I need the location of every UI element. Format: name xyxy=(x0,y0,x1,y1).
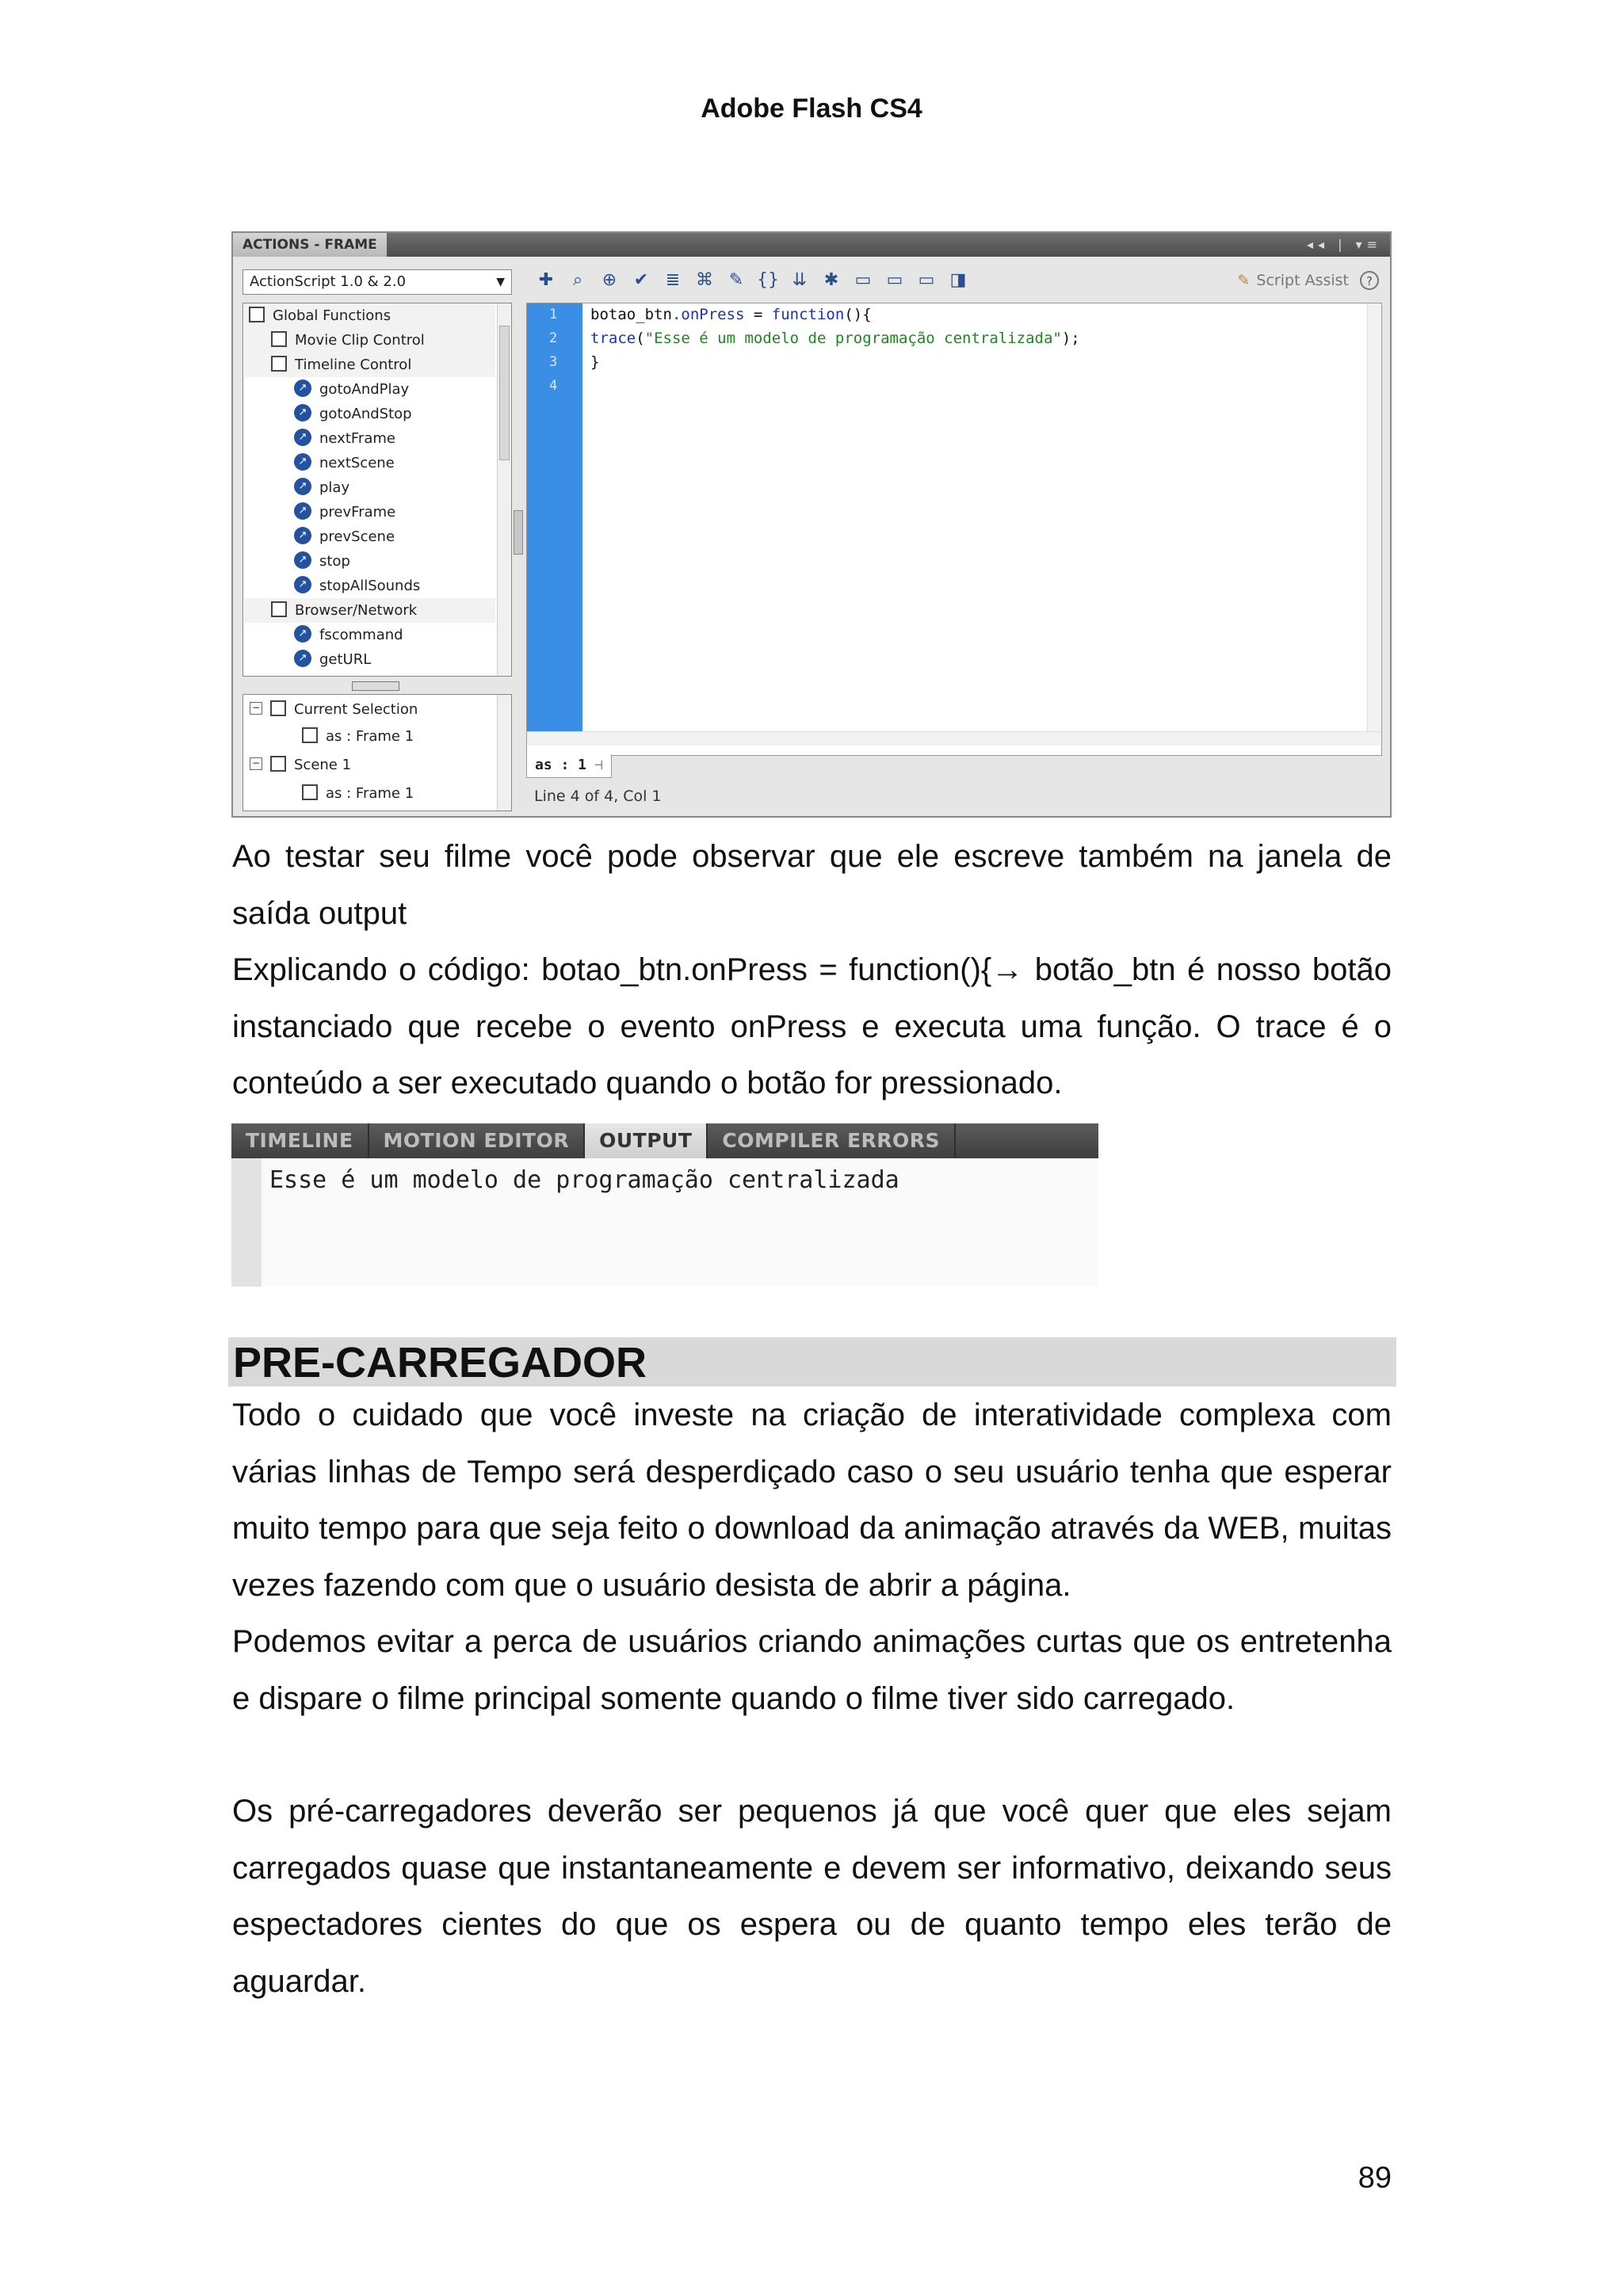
chevron-down-icon: ▼ xyxy=(496,276,505,288)
tree-item-gotoandstop[interactable] xyxy=(294,402,412,426)
tree-item-label: gotoAndPlay xyxy=(319,381,410,398)
tree-item-global-functions[interactable] xyxy=(244,303,495,328)
tree-item-nextframe[interactable] xyxy=(294,426,395,451)
function-icon: ↗ xyxy=(294,502,311,520)
tree-item-gotoandplay[interactable] xyxy=(294,377,409,402)
scrollbar-thumb[interactable] xyxy=(499,326,510,460)
tree-item-label: prevScene xyxy=(319,528,395,545)
apply-line-comment-icon[interactable]: ▭ xyxy=(886,270,903,290)
frame-icon xyxy=(302,784,318,800)
function-icon: ↗ xyxy=(294,527,311,544)
paragraph-preloader-size: Os pré-carregadores deverão ser pequenos já que você quer que eles sejam carregados quase que instantaneamente e devem ser informativo, deixando seus espectadores cientes do que os espera ou de quanto tempo eles terão de aguardar. xyxy=(232,1794,1392,1999)
tree-item-label: fscommand xyxy=(319,627,403,643)
pin-script-icon[interactable]: ⊣ xyxy=(594,757,603,773)
code-token: = xyxy=(744,306,772,323)
function-icon: ↗ xyxy=(294,379,311,397)
tree-item-label: stopAllSounds xyxy=(319,578,421,594)
code-line-2 xyxy=(590,330,1080,347)
apply-block-comment-icon[interactable]: ▭ xyxy=(854,270,872,290)
scene-icon xyxy=(270,756,286,772)
navigator-label: as : Frame 1 xyxy=(326,728,414,745)
output-gutter xyxy=(231,1158,262,1287)
code-token: (){ xyxy=(844,306,872,323)
tree-item-label: prevFrame xyxy=(319,504,396,521)
book-icon xyxy=(249,307,265,322)
find-icon[interactable]: ⌕ xyxy=(572,270,583,290)
tree-item-label: nextFrame xyxy=(319,430,395,447)
debug-options-icon[interactable]: ✎ xyxy=(728,270,744,290)
navigator-scrollbar[interactable] xyxy=(497,695,511,810)
check-syntax-icon[interactable]: ✔ xyxy=(633,270,649,290)
tree-item-nextscene[interactable] xyxy=(294,451,395,475)
tree-item-stop[interactable] xyxy=(294,549,350,574)
line-number: 3 xyxy=(549,354,558,370)
toolbox-scrollbar[interactable] xyxy=(497,303,511,676)
tree-item-label: Movie Clip Control xyxy=(295,332,425,349)
line-number-gutter xyxy=(527,303,582,731)
script-assist-label: Script Assist xyxy=(1256,272,1349,289)
output-body xyxy=(231,1158,1098,1287)
code-token: } xyxy=(590,353,600,371)
remove-comment-icon[interactable]: ▭ xyxy=(918,270,935,290)
collapse-selection-icon[interactable]: ⇊ xyxy=(792,270,808,290)
toolbox-collapse-handle[interactable] xyxy=(514,510,523,555)
frame-icon xyxy=(302,727,318,743)
function-icon: ↗ xyxy=(294,551,311,569)
function-icon: ↗ xyxy=(294,625,311,643)
tab-timeline[interactable]: TIMELINE xyxy=(231,1123,369,1158)
insert-target-path-icon[interactable]: ⊕ xyxy=(601,270,617,290)
editor-horizontal-scrollbar[interactable] xyxy=(527,731,1381,746)
editor-vertical-scrollbar[interactable] xyxy=(1367,303,1381,731)
tree-item-label: Timeline Control xyxy=(295,357,412,373)
actions-titlebar xyxy=(233,233,1390,257)
code-token: ); xyxy=(1061,330,1080,347)
page-header: Adobe Flash CS4 xyxy=(701,93,922,124)
navigator-item-scene[interactable] xyxy=(250,752,351,779)
actions-panel xyxy=(231,231,1392,818)
output-panel xyxy=(231,1123,1098,1287)
tree-item-label: nextScene xyxy=(319,455,395,471)
collapse-icon[interactable]: − xyxy=(250,757,262,770)
selection-icon xyxy=(270,700,286,716)
code-token: botao_btn xyxy=(590,306,672,323)
tree-item-geturl[interactable] xyxy=(294,647,371,672)
book-icon xyxy=(271,331,287,347)
code-line-3 xyxy=(590,353,599,371)
line-number: 4 xyxy=(549,378,558,394)
tree-item-prevframe[interactable] xyxy=(294,500,395,524)
panel-collapse-icon[interactable]: ◂◂ | ▾≡ xyxy=(1306,237,1382,252)
tab-output[interactable]: OUTPUT xyxy=(585,1123,708,1158)
line-number: 1 xyxy=(549,307,558,322)
auto-format-icon[interactable]: ≣ xyxy=(665,270,681,290)
show-hide-toolbox-icon[interactable]: ◨ xyxy=(949,270,967,290)
tree-item-label: stop xyxy=(319,553,350,570)
code-line-1 xyxy=(590,306,872,323)
book-icon xyxy=(271,356,287,372)
help-icon[interactable]: ? xyxy=(1360,271,1379,290)
tree-item-play[interactable] xyxy=(294,475,349,500)
function-icon: ↗ xyxy=(294,453,311,471)
paragraph-code-explanation: Explicando o código: botao_btn.onPress = function(){→ botão_btn é nosso botão instanciado que recebe o evento onPress e executa uma função. O trace é o conteúdo a ser executado quando o botão for pressionado. xyxy=(232,952,1392,1100)
paragraph-avoid-loss: Podemos evitar a perca de usuários criando animações curtas que os entretenha e dispare o filme principal somente quando o filme tiver sido carregado. xyxy=(232,1624,1392,1716)
paragraph-preloader-intro: Todo o cuidado que você investe na criação de interatividade complexa com várias linhas de Tempo será desperdiçado caso o seu usuário tenha que esperar muito tempo para que seja feito o download da animação através da WEB, muitas vezes fazendo com que o usuário desista de abrir a página. xyxy=(232,1398,1392,1603)
collapse-icon[interactable]: − xyxy=(250,702,262,715)
magic-wand-icon: ✎ xyxy=(1237,272,1251,289)
actionscript-version-select[interactable] xyxy=(242,269,512,295)
add-statement-icon[interactable]: ✚ xyxy=(538,270,554,290)
function-icon: ↗ xyxy=(294,478,311,495)
tree-item-movie-clip-control[interactable] xyxy=(244,328,495,353)
book-icon xyxy=(271,601,287,617)
tree-item-label: gotoAndStop xyxy=(319,406,412,422)
navigator-label: Current Selection xyxy=(294,701,418,718)
function-icon: ↗ xyxy=(294,650,311,667)
actions-panel-title[interactable]: ACTIONS - FRAME xyxy=(233,233,387,257)
script-editor[interactable] xyxy=(526,303,1382,756)
tree-item-label: getURL xyxy=(319,651,372,668)
output-panel-tabs xyxy=(231,1123,1098,1158)
editor-status: Line 4 of 4, Col 1 xyxy=(534,788,662,805)
script-tab-label: as : 1 xyxy=(535,757,587,773)
navigator-item-frame[interactable] xyxy=(302,723,414,750)
code-hint-icon[interactable]: ⌘ xyxy=(696,270,713,290)
navigator-label: Scene 1 xyxy=(294,757,352,773)
output-text: Esse é um modelo de programação centralizada xyxy=(269,1166,899,1194)
tree-item-label: Browser/Network xyxy=(295,602,418,619)
section-heading: PRE-CARREGADOR xyxy=(228,1337,1396,1386)
tree-item-prevscene[interactable] xyxy=(294,524,395,549)
code-token: trace xyxy=(590,330,636,347)
actions-toolbar xyxy=(534,266,970,295)
code-token: "Esse é um modelo de programação centralizada" xyxy=(644,330,1062,347)
script-tab[interactable] xyxy=(526,754,612,778)
actions-toolbox xyxy=(242,303,512,677)
code-token: .onPress xyxy=(671,306,745,323)
function-icon: ↗ xyxy=(294,576,311,593)
tree-item-timeline-control[interactable] xyxy=(244,353,495,377)
function-icon: ↗ xyxy=(294,429,311,446)
tree-item-stopallsounds[interactable] xyxy=(294,574,420,598)
pane-divider-handle[interactable] xyxy=(352,681,399,691)
tab-motion-editor[interactable]: MOTION EDITOR xyxy=(369,1123,586,1158)
tree-item-label: Global Functions xyxy=(273,307,391,324)
collapse-between-braces-icon[interactable]: {} xyxy=(757,270,779,290)
page-number: 89 xyxy=(1358,2161,1392,2195)
version-select-value: ActionScript 1.0 & 2.0 xyxy=(250,273,407,290)
tree-item-browser-network[interactable] xyxy=(244,598,495,623)
script-assist-button[interactable] xyxy=(1238,268,1350,293)
function-icon: ↗ xyxy=(294,404,311,421)
script-navigator xyxy=(242,694,512,811)
expand-all-icon[interactable]: ✱ xyxy=(823,270,839,290)
paragraph-output-intro: Ao testar seu filme você pode observar que ele escreve também na janela de saída output xyxy=(232,839,1392,931)
code-token: function xyxy=(771,306,845,323)
tab-compiler-errors[interactable]: COMPILER ERRORS xyxy=(708,1123,956,1158)
tree-item-fscommand[interactable] xyxy=(294,623,403,647)
navigator-label: as : Frame 1 xyxy=(326,785,414,802)
tree-item-label: play xyxy=(319,479,350,496)
navigator-item-frame[interactable] xyxy=(302,780,414,807)
line-number: 2 xyxy=(549,330,558,346)
code-token: ( xyxy=(636,330,645,347)
navigator-item-current-selection[interactable] xyxy=(250,696,418,723)
